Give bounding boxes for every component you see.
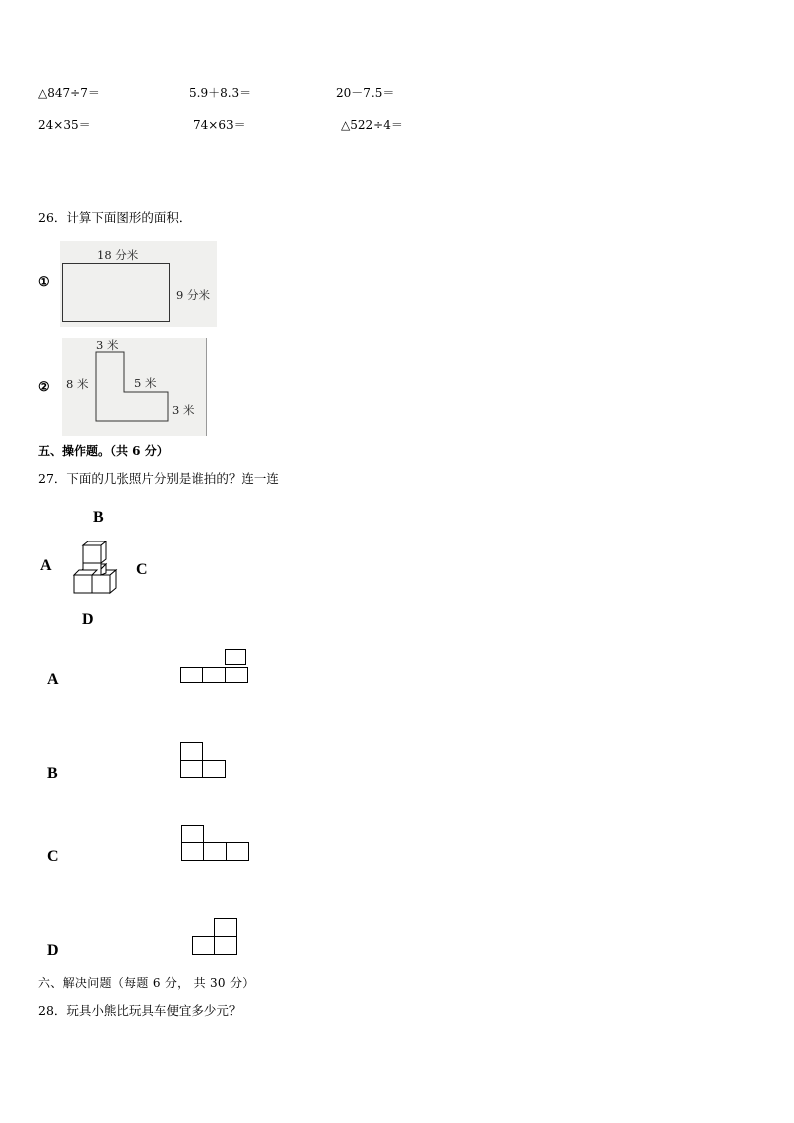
direction-label-d: D (82, 611, 94, 628)
l-shape-top-label: 3 米 (96, 338, 119, 352)
option-label-a: A (47, 671, 59, 688)
calc-4: 24×35＝ (38, 118, 91, 132)
view-a-shape (180, 649, 250, 687)
l-shape-mid-label: 5 米 (134, 376, 157, 390)
option-label-d: D (47, 942, 59, 959)
direction-label-b: B (93, 509, 104, 526)
rectangle-side-label: 9 分米 (176, 288, 210, 302)
view-d-shape (192, 918, 242, 958)
question-28-text: 28．玩具小熊比玩具车便宜多少元？ (38, 1003, 242, 1018)
calc-6: △522÷4＝ (341, 118, 403, 132)
cube-stack-drawing (70, 541, 122, 597)
rectangle-shape (62, 263, 170, 322)
option-label-b: B (47, 765, 58, 782)
calc-5: 74×63＝ (193, 118, 246, 132)
option-label-c: C (47, 848, 59, 865)
l-shape-figure (62, 338, 207, 436)
question-27-text: 27．下面的几张照片分别是谁拍的？连一连 (38, 471, 279, 486)
l-shape-right-label: 3 米 (172, 403, 195, 417)
l-shape-left-label: 8 米 (66, 377, 89, 391)
direction-label-a: A (40, 557, 52, 574)
view-c-shape (181, 825, 251, 863)
calc-1: △847÷7＝ (38, 86, 100, 100)
section-5-heading: 五、操作题。（共 6 分） (38, 444, 169, 458)
rectangle-top-label: 18 分米 (97, 248, 139, 262)
rectangle-figure (60, 241, 217, 327)
view-b-shape (180, 742, 230, 780)
calc-3: 20－7.5＝ (336, 86, 395, 100)
figure-1-marker: ① (38, 275, 50, 290)
section-6-heading: 六、解决问题（每题 6 分， 共 30 分） (38, 976, 255, 990)
calc-2: 5.9＋8.3＝ (189, 86, 252, 100)
figure-2-marker: ② (38, 380, 50, 395)
question-26-text: 26．计算下面图形的面积． (38, 210, 192, 225)
direction-label-c: C (136, 561, 148, 578)
